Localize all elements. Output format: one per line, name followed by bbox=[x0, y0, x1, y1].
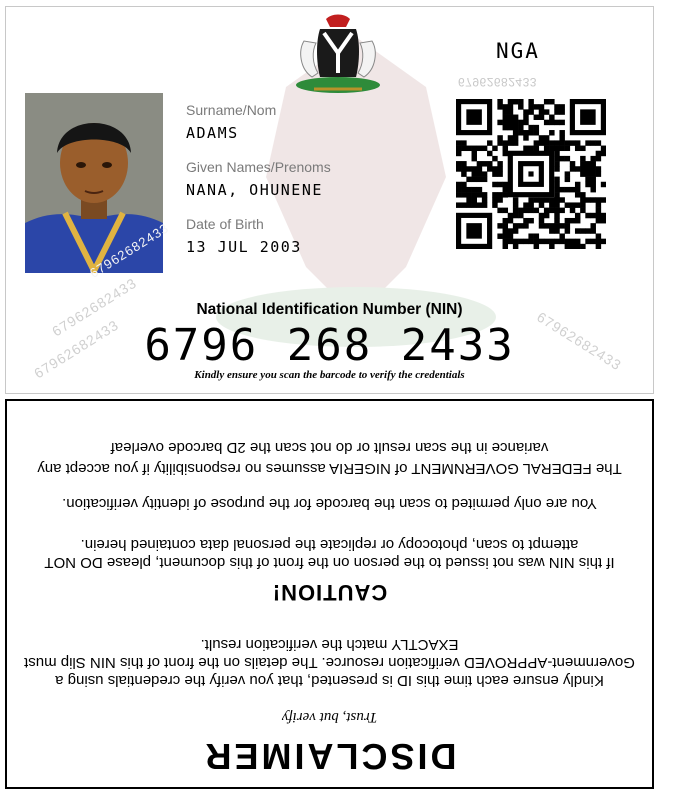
disclaimer-motto: Trust, but verify bbox=[281, 709, 378, 725]
given-names-label: Given Names/Prenoms bbox=[186, 159, 331, 175]
dob-label: Date of Birth bbox=[186, 216, 264, 232]
nin-number: 6796 268 2433 bbox=[144, 320, 515, 371]
watermark-nin-left-1: 67962682433 bbox=[49, 274, 140, 340]
qr-code-icon bbox=[456, 99, 606, 249]
disclaimer-title: DISCLAIMER bbox=[202, 736, 457, 777]
surname-label: Surname/Nom bbox=[186, 102, 277, 118]
country-code: NGA bbox=[496, 39, 540, 63]
nin-slip-front bbox=[5, 6, 654, 394]
caution-heading: CAUTION! bbox=[271, 580, 388, 605]
watermark-nin-photo: 67962682433 bbox=[86, 220, 172, 281]
liability-note: The FEDERAL GOVERNMENT of NIGERIA assumes no responsibility if you accept any variance in the scan result or do not scan the 2D barcode overleaf bbox=[37, 439, 622, 477]
mirrored-nin: 67962682433 bbox=[458, 75, 537, 89]
dob-value: 13 JUL 2003 bbox=[186, 238, 302, 256]
watermark-nin-right: 67962682433 bbox=[534, 308, 625, 374]
caution-warning: If this NIN was not issued to the person on the front of this document, please DO NOT attempt to scan, photocopy or replicate the personal data contained herein. bbox=[44, 536, 615, 571]
permitted-use-note: You are only permited to scan the barcode for the purpose of identity verification. bbox=[62, 495, 597, 512]
watermark-nin-left-2: 67962682433 bbox=[31, 316, 122, 382]
coat-of-arms-emblem bbox=[290, 11, 386, 95]
verification-paragraph: Kindly ensure each time this ID is presented, that you verify the credentials using a Government-APPROVED verification resource. The details on the front of this NIN Slip must EXACTLY match the verification result. bbox=[24, 636, 635, 689]
nin-slip-back bbox=[5, 399, 654, 789]
surname-value: ADAMS bbox=[186, 124, 239, 142]
given-names-value: NANA, OHUNENE bbox=[186, 181, 323, 199]
scan-instruction: Kindly ensure you scan the barcode to verify the credentials bbox=[194, 369, 465, 381]
nin-title: National Identification Number (NIN) bbox=[196, 301, 463, 318]
